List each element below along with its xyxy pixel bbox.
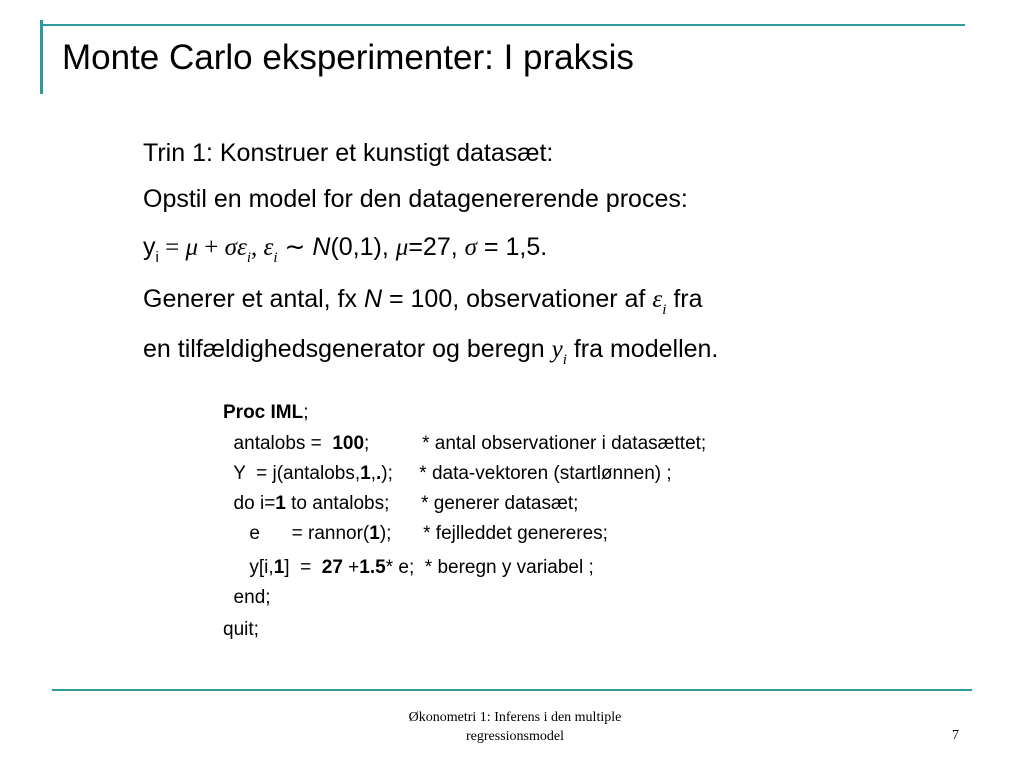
model-sigma: σ: [224, 234, 237, 261]
code-line-5: [223, 524, 608, 543]
code-number: 100: [332, 433, 365, 454]
code-text: do i=: [223, 493, 276, 514]
code-text: antalobs =: [223, 433, 333, 454]
code-text: ] =: [284, 557, 322, 578]
model-plus: +: [198, 234, 225, 261]
code-line-3: [223, 464, 672, 483]
model-eps-sub: i: [246, 250, 251, 266]
model-sigma-value: = 1,5.: [476, 233, 548, 261]
code-keyword-proc-iml: Proc IML: [223, 402, 304, 423]
footer-line-2: regressionsmodel: [466, 729, 564, 744]
code-number: 1: [360, 463, 371, 484]
code-number: 1: [273, 557, 285, 578]
code-number: 1: [275, 493, 286, 514]
code-line-8: quit;: [223, 619, 259, 640]
model-comma: ,: [251, 234, 264, 261]
model-dist-symbol: ∼: [284, 234, 306, 261]
model-dist-args: (0,1),: [330, 233, 389, 261]
code-text: ,: [370, 463, 376, 484]
model-eps-2: ε: [263, 234, 274, 261]
code-text: e = rannor(: [223, 523, 370, 544]
title-accent-line: [40, 24, 965, 26]
model-y-sub: i: [155, 249, 159, 266]
code-number: 27: [321, 557, 343, 578]
line4-suffix: fra: [666, 285, 703, 313]
body-line-generate: [143, 285, 703, 318]
code-line-2: [223, 434, 706, 453]
footer-line-1: Økonometri 1: Inferens i den multiple: [408, 710, 622, 725]
code-text: y[i,: [223, 557, 274, 578]
model-mu: μ: [185, 234, 199, 261]
model-eps: ε: [236, 234, 247, 261]
body-line-model-intro: Opstil en model for den datagenererende proces:: [143, 185, 688, 213]
line5-suffix: fra modellen.: [566, 335, 719, 363]
code-line-4: [223, 494, 578, 513]
model-eq: =: [158, 234, 186, 261]
line5-prefix: en tilfældighedsgenerator og beregn: [143, 335, 552, 363]
body-line-compute: [143, 335, 719, 368]
code-text: Y = j(antalobs,: [223, 463, 361, 484]
page-number: 7: [952, 728, 959, 743]
model-N: N: [312, 233, 331, 261]
code-text: ); * fejlleddet genereres;: [379, 523, 608, 544]
code-line-7: end;: [223, 587, 271, 608]
code-text: to antalobs; * generer datasæt;: [285, 493, 579, 514]
line4-N: N: [363, 285, 383, 313]
code-text: ); * data-vektoren (startlønnen) ;: [381, 463, 672, 484]
code-number: .: [376, 463, 382, 484]
body-line-step1: Trin 1: Konstruer et kunstigt datasæt:: [143, 139, 554, 167]
code-number: 1: [369, 523, 380, 544]
line4-eq100: = 100: [382, 285, 453, 313]
code-text: * e; * beregn y variabel ;: [385, 557, 594, 578]
code-text: +: [342, 557, 360, 578]
line4-eps-sub: i: [662, 302, 667, 318]
model-equation: [143, 233, 548, 266]
model-eps-2-sub: i: [273, 250, 278, 266]
line4-prefix: Generer et antal, fx: [143, 285, 364, 313]
code-number: 1.5: [359, 557, 386, 578]
line4-middle: , observationer af: [452, 285, 653, 313]
slide-title: Monte Carlo eksperimenter: I praksis: [62, 38, 634, 77]
model-mu-value: =27,: [408, 233, 458, 261]
code-text: ; * antal observationer i datasættet;: [364, 433, 707, 454]
footer-divider: [52, 689, 972, 691]
title-accent-bar: [40, 20, 43, 94]
line4-eps: ε: [652, 286, 663, 313]
model-y: y: [143, 233, 156, 261]
code-line-6: [223, 558, 594, 577]
line5-y: y: [551, 336, 563, 363]
model-mu-2: μ: [395, 234, 409, 261]
model-sigma-2: σ: [464, 234, 477, 261]
line5-y-sub: i: [562, 352, 567, 368]
code-line-1: [223, 403, 309, 422]
footer-text: [360, 708, 670, 746]
code-text: ;: [303, 402, 309, 423]
